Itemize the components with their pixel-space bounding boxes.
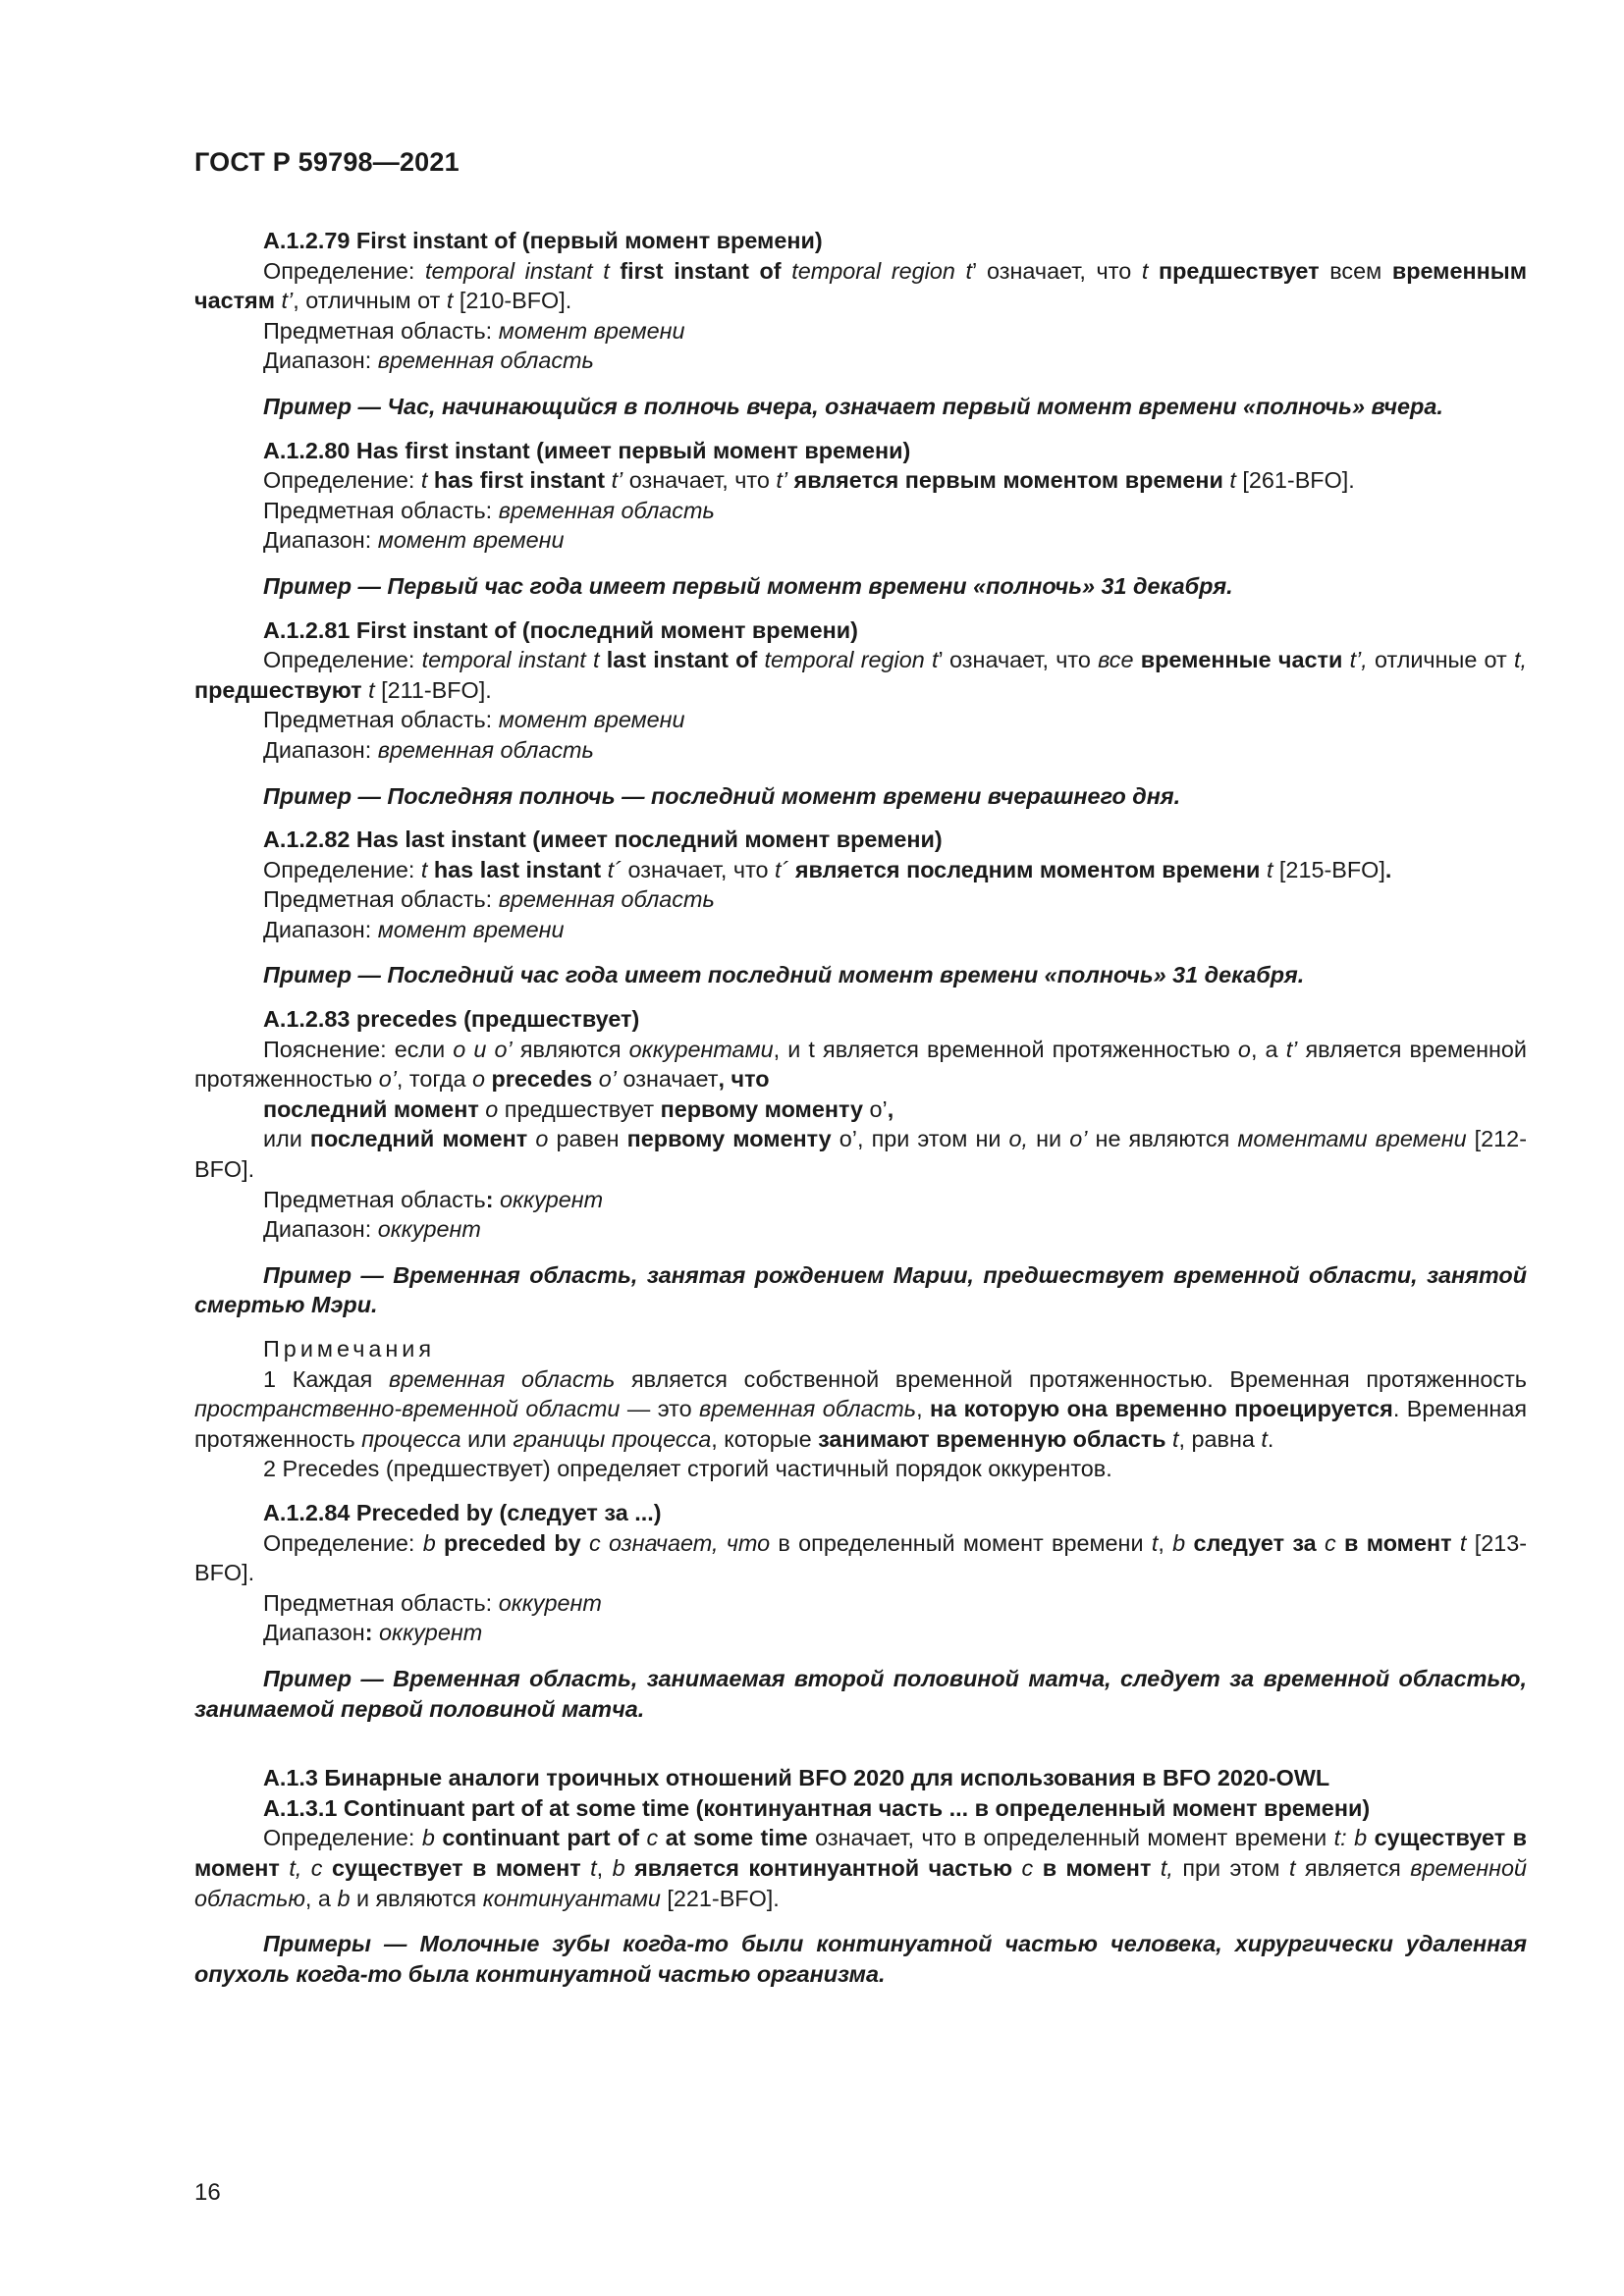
- document-body: [194, 226, 1527, 2002]
- section-a1279: [194, 226, 1527, 422]
- document-header: ГОСТ Р 59798—2021: [194, 147, 460, 177]
- example: Пример — Последняя полночь — последний момент времени вчерашнего дня.: [263, 782, 1181, 809]
- definition: Определение: b preceded by c означает, что в определенный момент времени t, b следует за c в момент t [213-BFO].: [194, 1529, 1528, 1586]
- section-heading: A.1.2.84 Preceded by (следует за ...): [263, 1499, 662, 1525]
- definition: Определение: temporal instant t first instant of temporal region t’ означает, что t предшествует всем временным частям t’, отличным от t [210-BFO].: [194, 257, 1528, 314]
- section-a1284: [194, 1498, 1527, 1724]
- explanation-line-2: последний момент о предшествует первому моменту о’,: [263, 1095, 894, 1122]
- section-heading: A.1.2.79 First instant of (первый момент времени): [263, 228, 823, 253]
- range-line: Диапазон: временная область: [263, 347, 594, 374]
- section-a1283: [194, 1004, 1527, 1484]
- section-heading: A.1.3 Бинарные аналоги троичных отношений BFO 2020 для использования в BFO 2020-OWL: [263, 1765, 1330, 1791]
- range-line: Диапазон: оккурент: [263, 1620, 483, 1646]
- section-heading: A.1.2.82 Has last instant (имеет последний момент времени): [263, 827, 943, 853]
- domain-line: Предметная область: оккурент: [263, 1186, 604, 1212]
- page-number: 16: [194, 2179, 221, 2206]
- example: Пример — Первый час года имеет первый момент времени «полночь» 31 декабря.: [263, 572, 1233, 599]
- range-line: Диапазон: момент времени: [263, 916, 565, 942]
- range-line: Диапазон: временная область: [263, 736, 594, 763]
- domain-line: Предметная область: момент времени: [263, 317, 685, 344]
- definition: Определение: t has first instant t’ означает, что t’ является первым моментом времени t [261-BFO].: [263, 467, 1355, 494]
- section-heading: A.1.2.81 First instant of (последний момент времени): [263, 616, 858, 643]
- explanation-line-3: или последний момент о равен первому моменту о’, при этом ни о, ни о’ не являются моментами времени [212-BFO].: [194, 1126, 1527, 1183]
- definition: Определение: temporal instant t last instant of temporal region t’ означает, что все временные части t’, отличные от t, предшествуют t [211-BFO].: [194, 647, 1527, 703]
- explanation: Пояснение: если о и о’ являются оккурентами, и t является временной протяженностью о, а t’ является временной протяженностью о’, тогда о precedes о’ означает, что: [194, 1036, 1527, 1093]
- note-2: 2 Precedes (предшествует) определяет строгий частичный порядок оккурентов.: [263, 1456, 1112, 1482]
- example: Пример — Временная область, занимаемая второй половиной матча, следует за временной областью, занимаемой первой половиной матча.: [194, 1665, 1527, 1722]
- range-line: Диапазон: оккурент: [263, 1216, 481, 1243]
- section-a13: [194, 1763, 1527, 1989]
- note-1: 1 Каждая временная область является собственной временной протяженностью. Временная протяженность пространственно-временной области — это временная область, на которую она временно проецируется. Временная протяженность процесса или границы процесса, которые занимают временную область t, равна t.: [194, 1365, 1528, 1452]
- section-heading: A.1.2.80 Has first instant (имеет первый момент времени): [263, 437, 911, 463]
- example: Примеры — Молочные зубы когда-то были континуатной частью человека, хирургически удаленная опухоль когда-то была континуатной частью организма.: [194, 1931, 1527, 1987]
- example: Пример — Час, начинающийся в полночь вчера, означает первый момент времени «полночь» вчера.: [263, 393, 1443, 419]
- domain-line: Предметная область: оккурент: [263, 1589, 602, 1616]
- domain-line: Предметная область: момент времени: [263, 707, 685, 733]
- definition: Определение: t has last instant t´ означает, что t´ является последним моментом времени t [215-BFO].: [263, 856, 1392, 882]
- range-line: Диапазон: момент времени: [263, 527, 565, 554]
- section-a1280: [194, 436, 1527, 602]
- definition: Определение: b continuant part of c at some time означает, что в определенный момент времени t: b существует в момент t, c существует в момент t, b является континуантной частью c в момент t, при этом t является временной областью, а b и являются континуантами [221-BFO].: [194, 1825, 1528, 1911]
- notes-title: Примечания: [263, 1336, 436, 1362]
- domain-line: Предметная область: временная область: [263, 497, 715, 523]
- example: Пример — Временная область, занятая рождением Марии, предшествует временной области, занятой смертью Мэри.: [194, 1261, 1527, 1318]
- section-a1282: [194, 825, 1527, 990]
- domain-line: Предметная область: временная область: [263, 886, 715, 913]
- example: Пример — Последний час года имеет последний момент времени «полночь» 31 декабря.: [263, 962, 1305, 988]
- subsection-heading: A.1.3.1 Continuant part of at some time (континуантная часть ... в определенный момент времени): [263, 1794, 1371, 1821]
- section-a1281: [194, 615, 1527, 812]
- section-heading: A.1.2.83 precedes (предшествует): [263, 1006, 640, 1033]
